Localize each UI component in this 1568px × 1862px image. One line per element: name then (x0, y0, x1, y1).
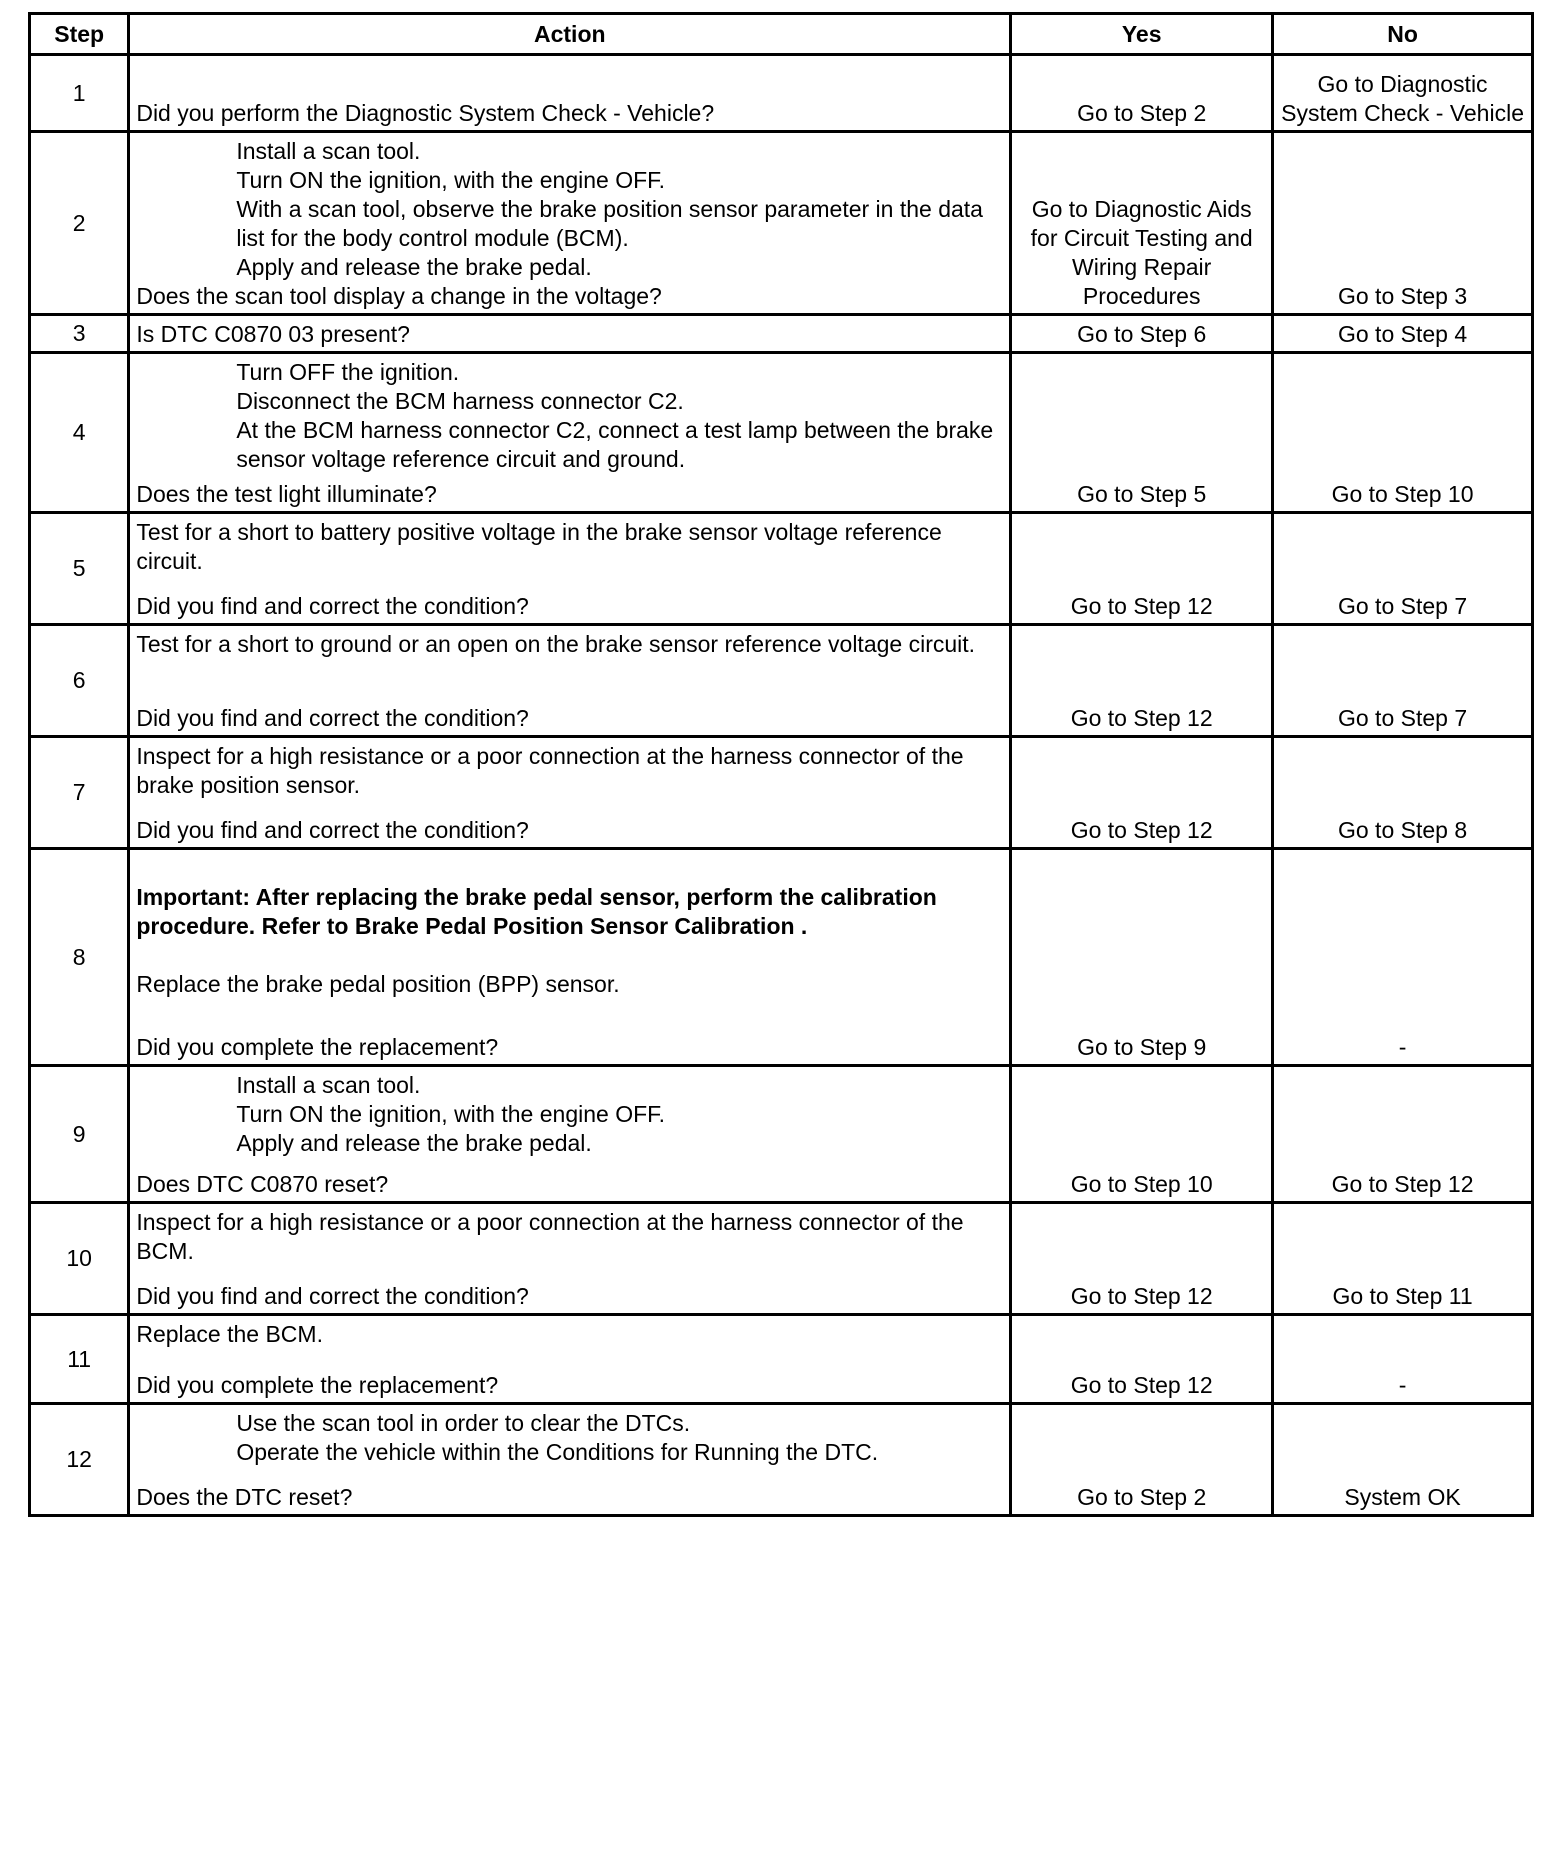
question-text: Did you find and correct the condition? (136, 817, 529, 843)
question-text: Did you find and correct the condition? (136, 1283, 529, 1309)
step-number: 11 (30, 1315, 129, 1404)
no-result: Go to Step 12 (1273, 1066, 1533, 1203)
table-row (30, 1203, 1533, 1315)
action-content (136, 1409, 1003, 1512)
instruction-line: With a scan tool, observe the brake position sensor parameter in the data list for the body control module (BCM). (236, 196, 983, 251)
spacer (136, 854, 1003, 883)
header-row (30, 14, 1533, 55)
instruction-line: Turn OFF the ignition. (236, 359, 460, 385)
table-row (30, 513, 1533, 625)
yes-result: Go to Step 12 (1011, 737, 1273, 849)
step-number: 3 (30, 315, 129, 353)
instruction-line: At the BCM harness connector C2, connect a test lamp between the brake sensor voltage reference circuit and ground. (236, 417, 994, 472)
action-content (136, 630, 1003, 733)
question-text: Did you find and correct the condition? (136, 705, 529, 731)
diagnostic-table (28, 12, 1534, 1517)
action-cell (129, 737, 1011, 849)
instruction-line: Install a scan tool. (236, 1072, 421, 1098)
question-text: Did you find and correct the condition? (136, 593, 529, 619)
instruction-text: Replace the brake pedal position (BPP) sensor. (136, 971, 620, 997)
no-result: Go to Step 10 (1273, 353, 1533, 513)
table-row (30, 1404, 1533, 1516)
yes-result: Go to Step 2 (1011, 1404, 1273, 1516)
table-row (30, 353, 1533, 513)
yes-result: Go to Step 12 (1011, 513, 1273, 625)
no-result: System OK (1273, 1404, 1533, 1516)
action-instructions (136, 630, 1003, 659)
yes-result: Go to Step 10 (1011, 1066, 1273, 1203)
instruction-text: Inspect for a high resistance or a poor connection at the harness connector of the BCM. (136, 1209, 964, 1264)
action-instructions (136, 137, 1003, 282)
action-content (136, 518, 1003, 621)
action-cell (129, 849, 1011, 1066)
step-number: 10 (30, 1203, 129, 1315)
action-instructions (136, 1208, 1003, 1266)
instruction-line: Use the scan tool in order to clear the DTCs. (236, 1410, 691, 1436)
action-cell (129, 55, 1011, 132)
yes-result: Go to Step 2 (1011, 55, 1273, 132)
action-content (136, 358, 1003, 509)
action-cell (129, 315, 1011, 353)
action-cell (129, 353, 1011, 513)
action-cell (129, 1066, 1011, 1203)
no-result: Go to Step 7 (1273, 625, 1533, 737)
action-content (136, 742, 1003, 845)
step-number: 7 (30, 737, 129, 849)
yes-result: Go to Step 12 (1011, 625, 1273, 737)
no-result: Go to Step 7 (1273, 513, 1533, 625)
action-cell (129, 132, 1011, 315)
question-text: Does the scan tool display a change in the voltage? (136, 283, 662, 309)
table-row (30, 1315, 1533, 1404)
yes-result: Go to Step 6 (1011, 315, 1273, 353)
action-content (136, 60, 1003, 128)
instruction-line: Apply and release the brake pedal. (236, 254, 592, 280)
instruction-line: Install a scan tool. (236, 138, 421, 164)
yes-header: Yes (1011, 14, 1273, 55)
action-cell (129, 513, 1011, 625)
no-result: Go to Diagnostic System Check - Vehicle (1273, 55, 1533, 132)
question-text: Did you complete the replacement? (136, 1034, 499, 1060)
table-row (30, 132, 1533, 315)
action-cell (129, 1203, 1011, 1315)
instruction-text: Inspect for a high resistance or a poor connection at the harness connector of the brake position sensor. (136, 743, 964, 798)
action-cell (129, 1404, 1011, 1516)
instruction-line: Disconnect the BCM harness connector C2. (236, 388, 684, 414)
action-instructions (136, 742, 1003, 800)
action-content (136, 1071, 1003, 1199)
question-text: Does DTC C0870 reset? (136, 1171, 389, 1197)
yes-result: Go to Step 9 (1011, 849, 1273, 1066)
action-instructions (136, 1071, 1003, 1158)
yes-result: Go to Step 5 (1011, 353, 1273, 513)
action-cell (129, 625, 1011, 737)
yes-result: Go to Diagnostic Aids for Circuit Testing and Wiring Repair Procedures (1011, 132, 1273, 315)
action-content (136, 320, 1003, 349)
action-content (136, 1208, 1003, 1311)
instruction-text: Test for a short to ground or an open on the brake sensor reference voltage circuit. (136, 631, 976, 657)
instruction-line: Operate the vehicle within the Conditions for Running the DTC. (236, 1439, 879, 1465)
table-row (30, 315, 1533, 353)
yes-result: Go to Step 12 (1011, 1315, 1273, 1404)
question-text: Did you perform the Diagnostic System Check - Vehicle? (136, 100, 715, 126)
important-note: Important: After replacing the brake pedal sensor, perform the calibration procedure. Refer to Brake Pedal Position Sensor Calibration . (136, 884, 937, 939)
table-row (30, 849, 1533, 1066)
table-row (30, 1066, 1533, 1203)
action-content (136, 137, 1003, 311)
instruction-line: Turn ON the ignition, with the engine OFF. (236, 167, 666, 193)
action-header: Action (129, 14, 1011, 55)
instruction-text: Test for a short to battery positive voltage in the brake sensor voltage reference circuit. (136, 519, 942, 574)
action-cell (129, 1315, 1011, 1404)
no-result: - (1273, 849, 1533, 1066)
table-row (30, 737, 1533, 849)
step-number: 2 (30, 132, 129, 315)
step-number: 8 (30, 849, 129, 1066)
step-number: 5 (30, 513, 129, 625)
table-row (30, 625, 1533, 737)
spacer (136, 941, 1003, 970)
step-number: 4 (30, 353, 129, 513)
action-content (136, 1320, 1003, 1400)
no-header: No (1273, 14, 1533, 55)
action-instructions (136, 854, 1003, 999)
instruction-line: Apply and release the brake pedal. (236, 1130, 592, 1156)
question-text: Did you complete the replacement? (136, 1372, 499, 1398)
no-result: Go to Step 3 (1273, 132, 1533, 315)
table-row (30, 55, 1533, 132)
step-number: 1 (30, 55, 129, 132)
question-text: Is DTC C0870 03 present? (136, 321, 410, 347)
action-instructions (136, 358, 1003, 474)
question-text: Does the DTC reset? (136, 1484, 353, 1510)
no-result: Go to Step 4 (1273, 315, 1533, 353)
step-number: 6 (30, 625, 129, 737)
instruction-line: Turn ON the ignition, with the engine OFF. (236, 1101, 666, 1127)
step-number: 12 (30, 1404, 129, 1516)
action-instructions (136, 518, 1003, 576)
no-result: - (1273, 1315, 1533, 1404)
step-header: Step (30, 14, 129, 55)
action-content (136, 854, 1003, 1062)
yes-result: Go to Step 12 (1011, 1203, 1273, 1315)
no-result: Go to Step 11 (1273, 1203, 1533, 1315)
question-text: Does the test light illuminate? (136, 481, 437, 507)
instruction-text: Replace the BCM. (136, 1321, 323, 1347)
no-result: Go to Step 8 (1273, 737, 1533, 849)
action-instructions (136, 1409, 1003, 1467)
step-number: 9 (30, 1066, 129, 1203)
action-instructions (136, 1320, 1003, 1349)
